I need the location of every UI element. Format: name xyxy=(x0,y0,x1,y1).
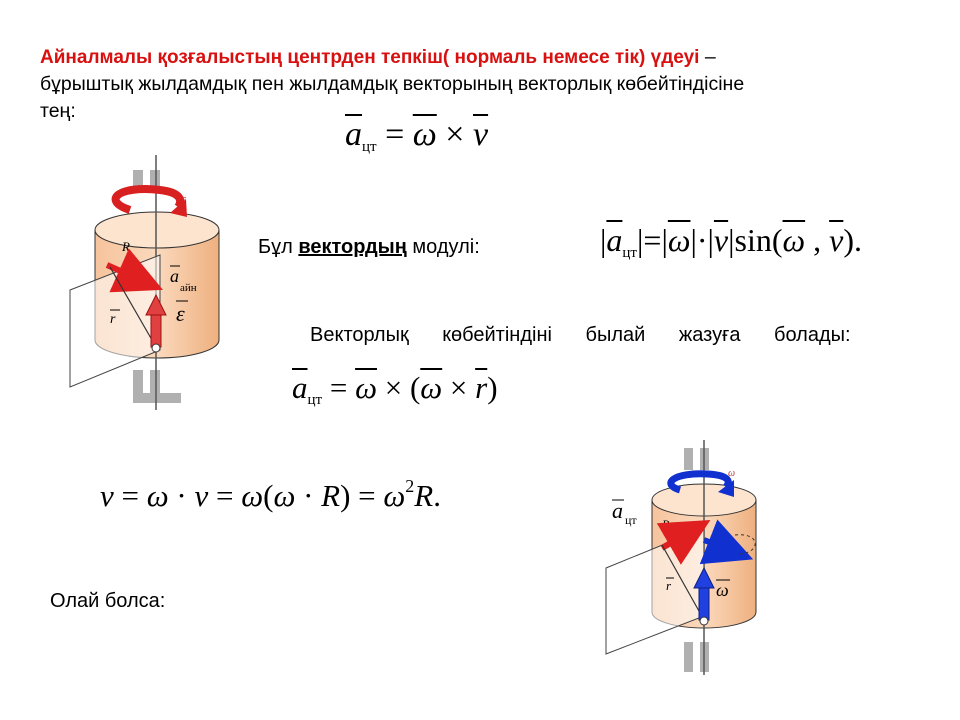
formula-acent-cross xyxy=(345,116,488,156)
epsilon-rotation-arrow xyxy=(116,189,181,210)
epsilon-label: ε xyxy=(176,301,185,326)
center-point xyxy=(152,344,160,352)
conclusion-text: Олай болса: xyxy=(50,590,166,612)
subscript-ct: цт xyxy=(307,392,323,408)
a-subscript: цт xyxy=(625,513,637,527)
center-point xyxy=(700,617,708,625)
symbol-omega: ω xyxy=(273,478,296,513)
symbol-R: R xyxy=(414,478,434,513)
symbol-R: R xyxy=(321,478,341,513)
abs-bar: | xyxy=(728,222,735,258)
equals-sign: = xyxy=(643,222,662,258)
omega-vector-arrow xyxy=(699,588,709,620)
period: . xyxy=(433,478,441,513)
exponent-2: 2 xyxy=(405,476,415,496)
symbol-a: $\overline{a}$ xyxy=(345,116,362,153)
vector-product-text: Векторлық көбейтіндіні былай жазуға болады: xyxy=(310,324,851,346)
close-paren-equals: ) = xyxy=(340,478,384,513)
formula-double-cross xyxy=(292,370,498,409)
symbol-omega: $\overline{\omega}$ xyxy=(412,116,437,153)
symbol-omega: ω xyxy=(383,478,406,513)
abs-bar: | xyxy=(690,222,697,258)
open-paren: ( xyxy=(263,478,274,513)
support-base xyxy=(133,393,181,403)
abs-bar: | xyxy=(707,222,714,258)
abs-bar: | xyxy=(600,222,607,258)
symbol-omega: $\overline{\omega}$ xyxy=(782,222,806,258)
epsilon-small-label: ε xyxy=(181,191,187,206)
symbol-omega: $\overline{\omega}$ xyxy=(420,370,443,405)
equals-sign: = xyxy=(322,370,356,405)
R-label: R xyxy=(122,239,130,254)
figure-cylinder-epsilon xyxy=(60,155,260,410)
symbol-v: v xyxy=(100,478,114,513)
cylinder-top xyxy=(95,212,219,248)
equals-sign: = xyxy=(208,478,242,513)
modulus-label-bold: вектордың xyxy=(298,236,407,258)
formula-v-omega-r xyxy=(100,476,441,514)
comma: , xyxy=(805,222,830,258)
modulus-label xyxy=(258,236,480,259)
support-bottom xyxy=(684,642,693,672)
symbol-v: v xyxy=(194,478,209,513)
formula-modulus xyxy=(600,222,862,262)
symbol-v: $\overline{v}$ xyxy=(472,116,489,153)
subscript-ct: цт xyxy=(622,245,637,261)
modulus-label-pre: Бұл xyxy=(258,236,299,258)
symbol-a: $\overline{a}$ xyxy=(606,222,623,258)
symbol-omega: $\overline{\omega}$ xyxy=(667,222,691,258)
closing-paren: ) xyxy=(487,370,498,405)
symbol-r: $\overline{r}$ xyxy=(475,370,488,405)
omega-small-label: ω xyxy=(728,468,736,479)
dot-sign: · xyxy=(295,478,322,513)
subscript-ct: цт xyxy=(362,139,377,155)
closing-paren: ). xyxy=(843,222,862,258)
figure-cylinder-omega xyxy=(600,440,775,675)
omega-label: ω xyxy=(716,580,729,600)
symbol-v: $\overline{v}$ xyxy=(829,222,844,258)
symbol-a: $\overline{a}$ xyxy=(292,370,308,405)
times-sign: × xyxy=(436,116,473,153)
intro-red-title: Айналмалы қозғалыстың центрден тепкіш( нормаль немесе тік) үдеуі xyxy=(40,47,700,68)
intro-paragraph xyxy=(40,44,940,125)
equals-sign: = xyxy=(113,478,147,513)
r-label: r xyxy=(110,312,116,327)
modulus-label-post: модулі: xyxy=(406,236,480,258)
times-sign: × xyxy=(442,370,476,405)
equals-sign: = xyxy=(376,116,413,153)
dot-sign: · xyxy=(168,478,195,513)
epsilon-vector-arrow xyxy=(151,315,161,347)
abs-bar: | xyxy=(661,222,668,258)
symbol-omega: $\overline{\omega}$ xyxy=(355,370,377,405)
dot-sign: · xyxy=(696,222,708,258)
support-top xyxy=(684,448,693,470)
a-label: a xyxy=(170,266,179,286)
symbol-omega: ω xyxy=(146,478,169,513)
symbol-omega: ω xyxy=(241,478,264,513)
intro-rest: бұрыштық жылдамдық пен жылдамдық векторының векторлық көбейтіндісіне тең: xyxy=(40,73,745,122)
R-label: R xyxy=(662,517,670,531)
a-subscript: айн xyxy=(180,282,197,294)
symbol-v: $\overline{v}$ xyxy=(713,222,729,258)
abs-bar: | xyxy=(637,222,644,258)
sin-function: sin( xyxy=(734,222,783,258)
r-label: r xyxy=(666,578,672,593)
times-paren: × ( xyxy=(376,370,421,405)
a-label: a xyxy=(612,498,623,523)
intro-dash: – xyxy=(699,46,716,68)
